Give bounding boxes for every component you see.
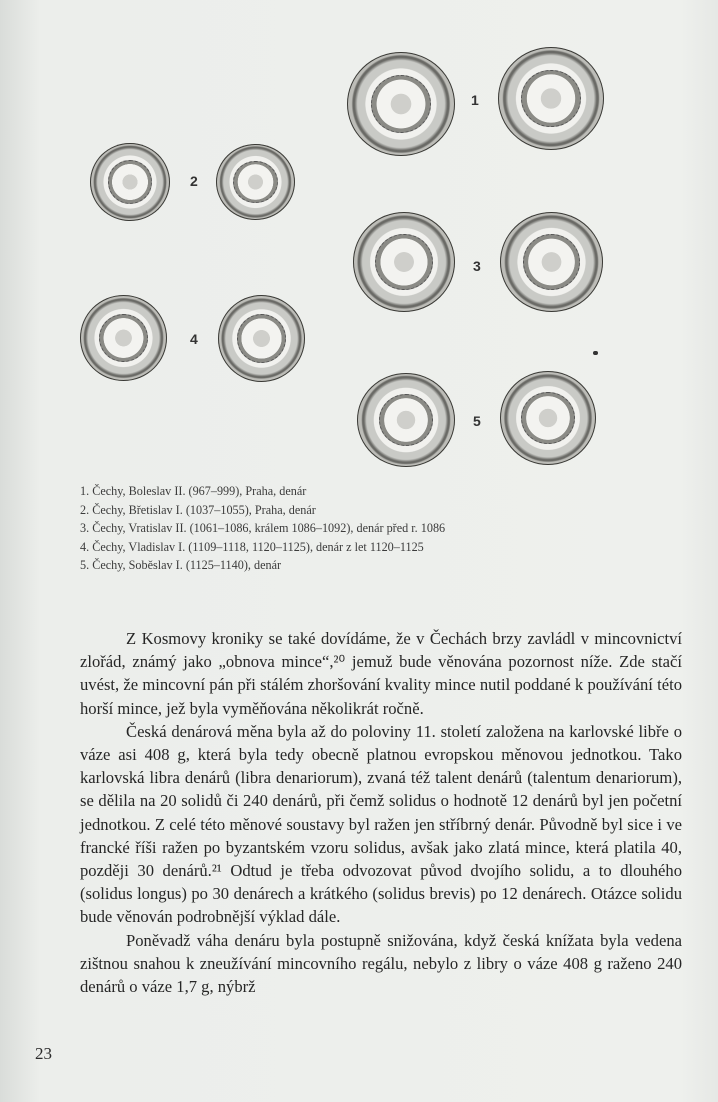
- coin-2-obverse: [90, 143, 170, 221]
- coin-5-reverse: [500, 371, 596, 465]
- paragraph-3: Poněvadž váha denáru byla postupně snižována, když česká knížata byla vedena zištnou snahou k zneužívání mincovního regálu, nebylo z libry o váze 408 g raženo 240 denárů o váze 1,7 g, nýbrž: [80, 930, 682, 997]
- paragraph-2: Česká denárová měna byla až do poloviny 11. století založena na karlovské libře o váze asi 408 g, která byla tedy obecně platnou evropskou měnovou jednotkou. Tako karlovská libra denárů (libra denariorum), zvaná též talent denárů (talentum denariorum), se dělila na 20 solidů či 240 denárů, při čemž solidus o hodnotě 12 denárů byl jen početní jednotkou. Z celé této měnové soustavy byl ražen jen stříbrný denár. Původně byl sice i ve francké říši ražen po byzantském vzoru solidus, avšak jako zlatá mince, která platila 40, později 30 denárů.²¹ Odtud je třeba odvozovat původ dvojího solidu, a to dlouhého (solidus longus) po 30 denárech a krátkého (solidus brevis) po 12 denárech. Otázce solidu bude věnován podrobnější výklad dále.: [80, 721, 682, 927]
- page-number: 23: [35, 1044, 52, 1063]
- coin-number-3: 3: [473, 258, 481, 274]
- caption-3: 3. Čechy, Vratislav II. (1061–1086, králem 1086–1092), denár před r. 1086: [80, 521, 446, 535]
- caption-1: 1. Čechy, Boleslav II. (967–999), Praha, denár: [80, 484, 307, 498]
- caption-5: 5. Čechy, Soběslav I. (1125–1140), denár: [80, 558, 282, 572]
- coin-number-2: 2: [190, 173, 198, 189]
- coin-captions: [80, 482, 700, 575]
- coin-4-reverse: [218, 295, 305, 382]
- caption-4: 4. Čechy, Vladislav I. (1109–1118, 1120–1125), denár z let 1120–1125: [80, 539, 424, 554]
- coin-1-obverse: [347, 52, 455, 156]
- coin-number-1: 1: [471, 92, 479, 108]
- coin-3-obverse: [353, 212, 455, 312]
- print-speck: [593, 351, 598, 355]
- coin-4-obverse: [80, 295, 167, 381]
- coin-number-5: 5: [473, 413, 481, 429]
- coin-3-reverse: [500, 212, 603, 312]
- body-text: [80, 627, 682, 998]
- coin-2-reverse: [216, 144, 295, 220]
- coin-5-obverse: [357, 373, 455, 467]
- coin-1-reverse: [498, 47, 604, 150]
- paragraph-1: Z Kosmovy kroniky se také dovídáme, že v Čechách brzy zavládl v mincovnictví zlořád, známý jako „obnova mince“,²⁰ jemuž bude věnována pozornost níže. Zde stačí uvést, že mincovní pán při stálém zhoršování kvality mince nutil poddané k používání této horší mince, jež byla vyměňována několikrát ročně.: [80, 629, 682, 718]
- coin-number-4: 4: [190, 331, 198, 347]
- caption-2: 2. Čechy, Břetislav I. (1037–1055), Praha, denár: [80, 502, 316, 517]
